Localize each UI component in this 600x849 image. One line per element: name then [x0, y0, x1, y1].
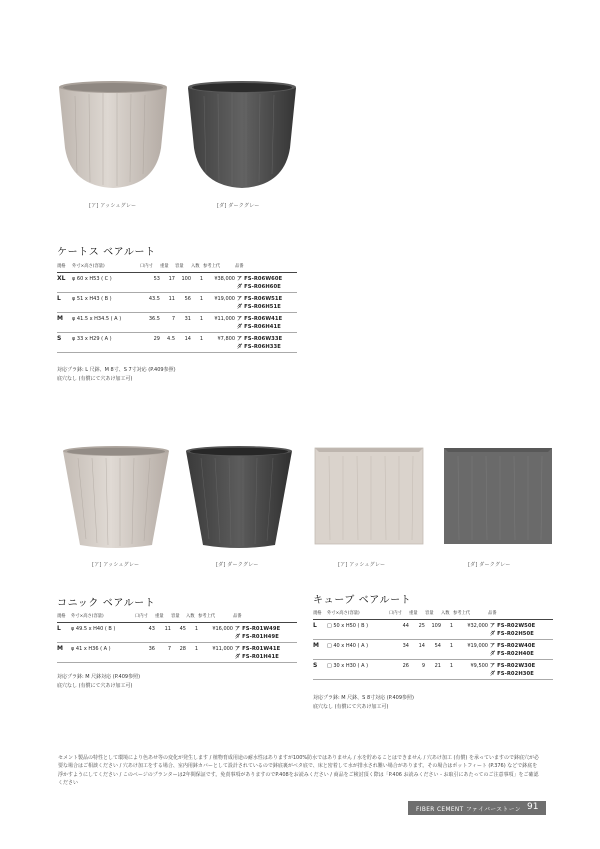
- table-row: [57, 313, 297, 333]
- row-volume: 28: [171, 643, 186, 663]
- row-size: S: [313, 660, 327, 680]
- row-price: ¥38,000: [203, 273, 235, 293]
- row-qty: 1: [191, 333, 203, 353]
- col-inner: 口内寸: [389, 609, 409, 620]
- code-ash: ア FS-R01W49E: [234, 625, 281, 632]
- cube-note-hole: 底穴なし (有償にて穴あけ加工可): [313, 704, 389, 710]
- row-dimension: φ 41.5 x H34.5 ( A ): [72, 313, 140, 333]
- row-codes: [488, 640, 553, 660]
- row-volume: 109: [425, 620, 441, 640]
- row-size: L: [57, 293, 72, 313]
- cube-ash-pot-image: [313, 444, 425, 546]
- table-row: [57, 333, 297, 353]
- row-dimension: □ 30 x H30 ( A ): [327, 660, 389, 680]
- code-dark: ダ FS-R06H41E: [236, 323, 281, 330]
- col-dimension: 外寸×高さ(容量): [327, 609, 389, 620]
- code-dark: ダ FS-R06H60E: [236, 283, 281, 290]
- code-dark: ダ FS-R01H49E: [234, 633, 279, 640]
- cube-dark-caption: [ダ] ダークグレー: [468, 562, 511, 568]
- row-codes: [235, 273, 297, 293]
- row-size: L: [313, 620, 327, 640]
- col-price: 参考上代: [453, 609, 488, 620]
- row-qty: 1: [191, 293, 203, 313]
- col-inner: 口内寸: [140, 262, 160, 273]
- row-price: ¥19,000: [453, 640, 488, 660]
- row-volume: 100: [175, 273, 191, 293]
- row-price: ¥11,000: [203, 313, 235, 333]
- cetus-ash-caption: [ア] アッシュグレー: [89, 203, 137, 209]
- row-weight: 7: [155, 643, 171, 663]
- cetus-note-pot: 対応プラ鉢: L 尺鉢、M 8寸、S 7寸対応 (P.409参照): [57, 367, 176, 373]
- col-size: 規格: [313, 609, 327, 620]
- row-volume: 45: [171, 623, 186, 643]
- row-weight: 11: [155, 623, 171, 643]
- cetus-spec-table: [57, 262, 297, 353]
- row-volume: 31: [175, 313, 191, 333]
- row-size: XL: [57, 273, 72, 293]
- row-weight: 14: [409, 640, 425, 660]
- table-row: [57, 643, 297, 663]
- row-codes: [488, 660, 553, 680]
- row-dimension: □ 40 x H40 ( A ): [327, 640, 389, 660]
- row-dimension: φ 60 x H53 ( C ): [72, 273, 140, 293]
- col-weight: 重量: [409, 609, 425, 620]
- code-ash: ア FS-R02W40E: [489, 642, 536, 649]
- row-qty: 1: [441, 620, 453, 640]
- col-dimension: 外寸×高さ(容量): [71, 612, 135, 623]
- row-weight: 11: [160, 293, 175, 313]
- conic-dark-caption: [ダ] ダークグレー: [216, 562, 259, 568]
- col-inner: 口内寸: [135, 612, 155, 623]
- row-weight: 25: [409, 620, 425, 640]
- row-inner: 44: [389, 620, 409, 640]
- row-inner: 43.5: [140, 293, 160, 313]
- row-codes: [233, 623, 297, 643]
- col-weight: 重量: [160, 262, 175, 273]
- col-qty: 入数: [186, 612, 198, 623]
- code-dark: ダ FS-R06H33E: [236, 343, 281, 350]
- row-inner: 43: [135, 623, 155, 643]
- row-weight: 7: [160, 313, 175, 333]
- code-ash: ア FS-R02W50E: [489, 622, 536, 629]
- row-size: M: [313, 640, 327, 660]
- conic-ash-caption: [ア] アッシュグレー: [92, 562, 140, 568]
- col-size: 規格: [57, 612, 71, 623]
- row-dimension: φ 51 x H43 ( B ): [72, 293, 140, 313]
- row-dimension: φ 49.5 x H40 ( B ): [71, 623, 135, 643]
- row-codes: [235, 293, 297, 313]
- row-size: L: [57, 623, 71, 643]
- row-qty: 1: [441, 660, 453, 680]
- code-dark: ダ FS-R02H40E: [489, 650, 534, 657]
- row-inner: 36: [135, 643, 155, 663]
- col-code: 品番: [235, 262, 297, 273]
- row-qty: 1: [191, 313, 203, 333]
- code-dark: ダ FS-R01H41E: [234, 653, 279, 660]
- row-dimension: φ 33 x H29 ( A ): [72, 333, 140, 353]
- row-inner: 36.5: [140, 313, 160, 333]
- code-dark: ダ FS-R06H51E: [236, 303, 281, 310]
- row-codes: [233, 643, 297, 663]
- col-price: 参考上代: [198, 612, 233, 623]
- cetus-ash-pot-image: [55, 78, 171, 193]
- row-price: ¥11,000: [198, 643, 233, 663]
- row-qty: 1: [191, 273, 203, 293]
- cube-dark-pot-image: [442, 444, 554, 546]
- cube-ash-caption: [ア] アッシュグレー: [338, 562, 386, 568]
- conic-ash-pot-image: [60, 443, 172, 551]
- col-size: 規格: [57, 262, 72, 273]
- table-row: [313, 640, 553, 660]
- footer-notes: セメント製品の特性として環境により色あせ等の変化が発生します / 植物育成用途の耐水性はありますが100%防水ではありません / 水を貯めることはできません / 穴あけ加工 (有償) を承っていますので鉢底穴が必要な場合はご相談ください / 穴あけ加工をする場合、室内用鉢カバーとして設計されているので鉢底裏がベタ底で、床と密着して水が排水され難い場合があります。その場合はポットフィート (P.376) などで鉢底を浮かすようにしてください / このページのプランターは2年間保証です。免責事項がありますのでP.408をお読みください / 商品をご検討頂く際は「P.406 お読みください - お取引にあたってのご注意事項」をご確認ください: [58, 755, 539, 787]
- col-weight: 重量: [155, 612, 171, 623]
- row-size: S: [57, 333, 72, 353]
- cetus-title: ケートス ベアルート: [57, 247, 156, 258]
- row-volume: 54: [425, 640, 441, 660]
- table-row: [313, 660, 553, 680]
- table-row: [57, 273, 297, 293]
- row-inner: 29: [140, 333, 160, 353]
- cetus-note-hole: 底穴なし (有償にて穴あけ加工可): [57, 376, 133, 382]
- code-ash: ア FS-R06W51E: [236, 295, 283, 302]
- code-ash: ア FS-R06W33E: [236, 335, 283, 342]
- row-inner: 53: [140, 273, 160, 293]
- table-row: [57, 293, 297, 313]
- row-price: ¥19,000: [203, 293, 235, 313]
- code-ash: ア FS-R06W41E: [236, 315, 283, 322]
- col-code: 品番: [233, 612, 297, 623]
- row-size: M: [57, 643, 71, 663]
- col-volume: 容量: [171, 612, 186, 623]
- conic-note-pot: 対応プラ鉢: M 尺鉢対応 (P.409参照): [57, 674, 141, 680]
- table-row: [57, 623, 297, 643]
- row-volume: 56: [175, 293, 191, 313]
- row-volume: 21: [425, 660, 441, 680]
- code-ash: ア FS-R01W41E: [234, 645, 281, 652]
- page-number: 91: [527, 802, 539, 812]
- cube-title: キューブ ベアルート: [313, 595, 412, 606]
- row-codes: [488, 620, 553, 640]
- row-inner: 34: [389, 640, 409, 660]
- row-price: ¥7,800: [203, 333, 235, 353]
- code-ash: ア FS-R02W30E: [489, 662, 536, 669]
- cube-note-pot: 対応プラ鉢: M 尺鉢、S 8寸対応 (P.409参照): [313, 695, 414, 701]
- col-price: 参考上代: [203, 262, 235, 273]
- row-qty: 1: [186, 623, 198, 643]
- col-qty: 入数: [441, 609, 453, 620]
- row-price: ¥32,000: [453, 620, 488, 640]
- row-weight: 9: [409, 660, 425, 680]
- row-volume: 14: [175, 333, 191, 353]
- row-qty: 1: [441, 640, 453, 660]
- row-codes: [235, 313, 297, 333]
- conic-spec-table: [57, 612, 297, 663]
- col-code: 品番: [488, 609, 553, 620]
- conic-dark-pot-image: [183, 443, 295, 551]
- code-dark: ダ FS-R02H50E: [489, 630, 534, 637]
- code-ash: ア FS-R06W60E: [236, 275, 283, 282]
- cube-spec-table: [313, 609, 553, 680]
- code-dark: ダ FS-R02H30E: [489, 670, 534, 677]
- conic-title: コニック ベアルート: [57, 598, 156, 609]
- row-dimension: φ 41 x H36 ( A ): [71, 643, 135, 663]
- row-dimension: □ 50 x H50 ( B ): [327, 620, 389, 640]
- col-qty: 入数: [191, 262, 203, 273]
- conic-note-hole: 底穴なし (有償にて穴あけ加工可): [57, 683, 133, 689]
- col-volume: 容量: [175, 262, 191, 273]
- cetus-dark-pot-image: [184, 78, 300, 193]
- table-row: [313, 620, 553, 640]
- brand-label: FIBER CEMENT ファイバーストーン: [416, 807, 521, 813]
- row-price: ¥9,500: [453, 660, 488, 680]
- row-qty: 1: [186, 643, 198, 663]
- cetus-dark-caption: [ダ] ダークグレー: [217, 203, 260, 209]
- col-volume: 容量: [425, 609, 441, 620]
- row-price: ¥16,000: [198, 623, 233, 643]
- row-size: M: [57, 313, 72, 333]
- col-dimension: 外寸×高さ(容量): [72, 262, 140, 273]
- row-inner: 26: [389, 660, 409, 680]
- row-codes: [235, 333, 297, 353]
- row-weight: 4.5: [160, 333, 175, 353]
- row-weight: 17: [160, 273, 175, 293]
